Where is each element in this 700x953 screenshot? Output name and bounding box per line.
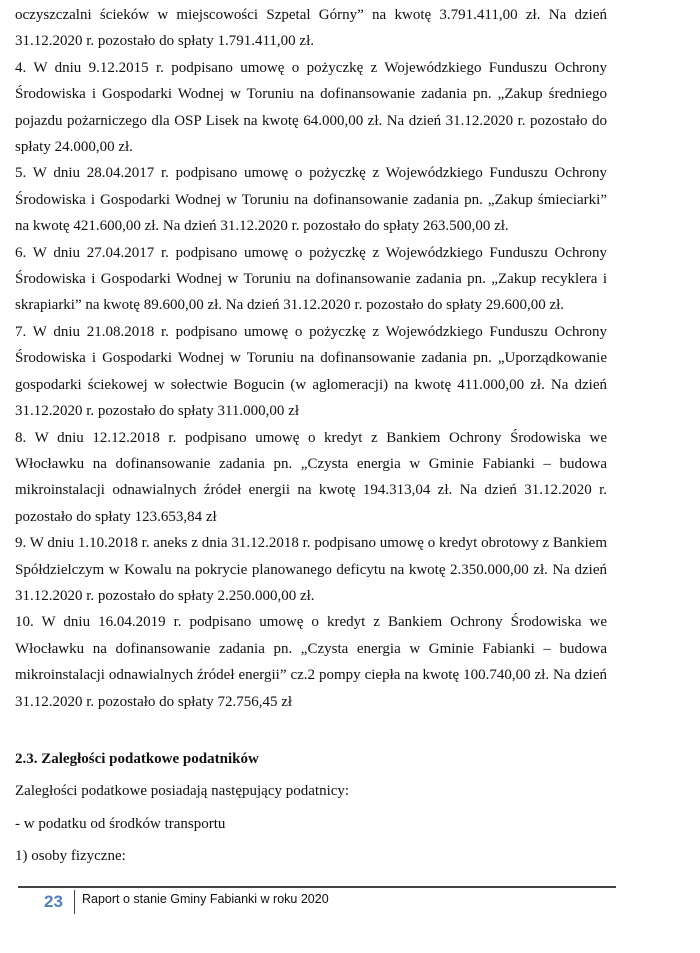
tax-type-line: - w podatku od środków transportu (15, 815, 226, 832)
page-content (15, 2, 607, 870)
loan-paragraph-10: 10. W dniu 16.04.2019 r. podpisano umowę o kredyt z Bankiem Ochrony Środowiska we Włocławku na dofinansowanie zadania pn. „Czysta energia w Gminie Fabianki – budowa mikroinstalacji odnawialnych źródeł energii” cz.2 pompy ciepła na kwotę 100.740,00 zł. Na dzień 31.12.2020 r. pozostało do spłaty 72.756,45 zł (15, 614, 607, 710)
tax-arrears-intro: Zaległości podatkowe posiadają następujący podatnicy: (15, 783, 350, 800)
footer-separator (74, 890, 75, 914)
loan-paragraph-7: 7. W dniu 21.08.2018 r. podpisano umowę o pożyczkę z Wojewódzkiego Funduszu Ochrony Środowiska i Gospodarki Wodnej w Toruniu na dofinansowanie zadania pn. „Uporządkowanie gospodarki ściekowej w sołectwie Bogucin (w aglomeracji) na kwotę 411.000,00 zł. Na dzień 31.12.2020 r. pozostało do spłaty 311.000,00 zł (15, 323, 607, 420)
loan-paragraph-6: 6. W dniu 27.04.2017 r. podpisano umowę o pożyczkę z Wojewódzkiego Funduszu Ochrony Środowiska i Gospodarki Wodnej w Toruniu na dofinansowanie zadania pn. „Zakup recyklera i skrapiarki” na kwotę 89.600,00 zł. Na dzień 31.12.2020 r. pozostało do spłaty 29.600,00 zł. (15, 244, 607, 314)
loan-paragraph-5: 5. W dniu 28.04.2017 r. podpisano umowę o pożyczkę z Wojewódzkiego Funduszu Ochrony Środowiska i Gospodarki Wodnej w Toruniu na dofinansowanie zadania pn. „Zakup śmieciarki” na kwotę 421.600,00 zł. Na dzień 31.12.2020 r. pozostało do spłaty 263.500,00 zł. (15, 165, 607, 235)
loan-list (15, 2, 607, 715)
page-number: 23 (44, 892, 63, 911)
loan-paragraph-3-continuation: oczyszczalni ścieków w miejscowości Szpetal Górny” na kwotę 3.791.411,00 zł. Na dzień 31.12.2020 r. pozostało do spłaty 1.791.411,00 zł. (15, 7, 607, 50)
loan-paragraph-4: 4. W dniu 9.12.2015 r. podpisano umowę o pożyczkę z Wojewódzkiego Funduszu Ochrony Środowiska i Gospodarki Wodnej w Toruniu na dofinansowanie zadania pn. „Zakup średniego pojazdu pożarniczego dla OSP Lisek na kwotę 64.000,00 zł. Na dzień 31.12.2020 r. pozostało do spłaty 24.000,00 zł. (15, 59, 607, 156)
loan-paragraph-8: 8. W dniu 12.12.2018 r. podpisano umowę o kredyt z Bankiem Ochrony Środowiska we Włocławku na dofinansowanie zadania pn. „Czysta energia w Gminie Fabianki – budowa mikroinstalacji odnawialnych źródeł energii na kwotę 194.313,04 zł. Na dzień 31.12.2020 r. pozostało do spłaty 123.653,84 zł (15, 429, 607, 525)
footer-title: Raport o stanie Gminy Fabianki w roku 2020 (82, 892, 329, 906)
page-footer (18, 888, 616, 918)
loan-paragraph-9: 9. W dniu 1.10.2018 r. aneks z dnia 31.12.2018 r. podpisano umowę o kredyt obrotowy z Bankiem Spółdzielczym w Kowalu na pokrycie planowanego deficytu na kwotę 2.350.000,00 zł. Na dzień 31.12.2020 r. pozostało do spłaty 2.250.000,00 zł. (15, 535, 607, 604)
section-heading: 2.3. Zaległości podatkowe podatników (15, 750, 259, 767)
subitem-line: 1) osoby fizyczne: (15, 848, 126, 865)
